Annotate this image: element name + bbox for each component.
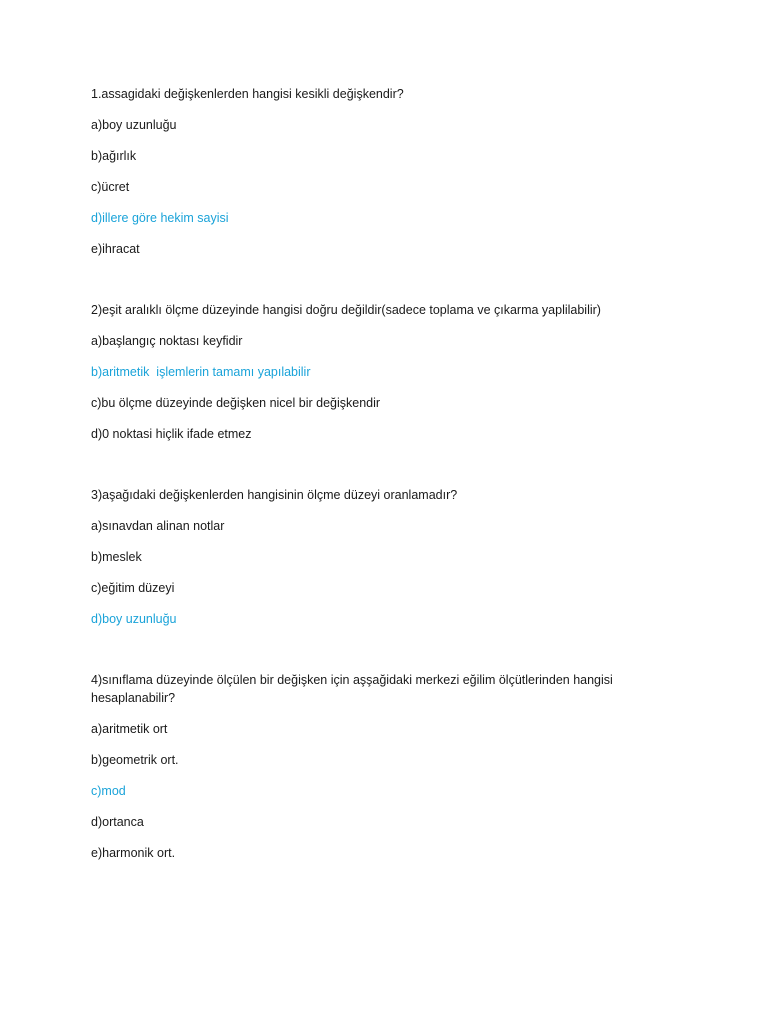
question-4 xyxy=(91,671,651,862)
question-3-option-a: a)sınavdan alinan notlar xyxy=(91,519,225,533)
document-content xyxy=(91,85,651,862)
question-4-text: 4)sınıflama düzeyinde ölçülen bir değişken için aşşağidaki merkezi eğilim ölçütlerinden hangisi hesaplanabilir? xyxy=(91,673,613,705)
question-1-option-a: a)boy uzunluğu xyxy=(91,118,177,132)
question-2-option-c: c)bu ölçme düzeyinde değişken nicel bir değişkendir xyxy=(91,396,381,410)
question-1-option-d-answer: d)illere göre hekim sayisi xyxy=(91,211,229,225)
question-3-option-d-answer: d)boy uzunluğu xyxy=(91,612,177,626)
question-1-option-b: b)ağırlık xyxy=(91,149,137,163)
question-3-option-b: b)meslek xyxy=(91,550,142,564)
question-3 xyxy=(91,486,651,628)
question-2-option-b-answer: b)aritmetik işlemlerin tamamı yapılabilir xyxy=(91,365,311,379)
question-4-option-b: b)geometrik ort. xyxy=(91,753,179,767)
spacer xyxy=(91,628,651,671)
question-1-option-e: e)ihracat xyxy=(91,242,140,256)
question-4-option-c-answer: c)mod xyxy=(91,784,126,798)
question-2-text: 2)eşit aralıklı ölçme düzeyinde hangisi doğru değildir(sadece toplama ve çıkarma yaplilabilir) xyxy=(91,303,601,317)
question-3-text: 3)aşağıdaki değişkenlerden hangisinin ölçme düzeyi oranlamadır? xyxy=(91,488,458,502)
question-3-option-c: c)eğitim düzeyi xyxy=(91,581,175,595)
question-2-option-d: d)0 noktasi hiçlik ifade etmez xyxy=(91,427,252,441)
question-4-option-d: d)ortanca xyxy=(91,815,144,829)
question-1 xyxy=(91,85,651,258)
question-2 xyxy=(91,301,651,443)
question-1-text: 1.assagidaki değişkenlerden hangisi kesikli değişkendir? xyxy=(91,87,404,101)
question-1-option-c: c)ücret xyxy=(91,180,130,194)
question-2-option-a: a)başlangıç noktası keyfidir xyxy=(91,334,243,348)
question-4-option-a: a)aritmetik ort xyxy=(91,722,168,736)
question-4-option-e: e)harmonik ort. xyxy=(91,846,176,860)
spacer xyxy=(91,258,651,301)
spacer xyxy=(91,443,651,486)
